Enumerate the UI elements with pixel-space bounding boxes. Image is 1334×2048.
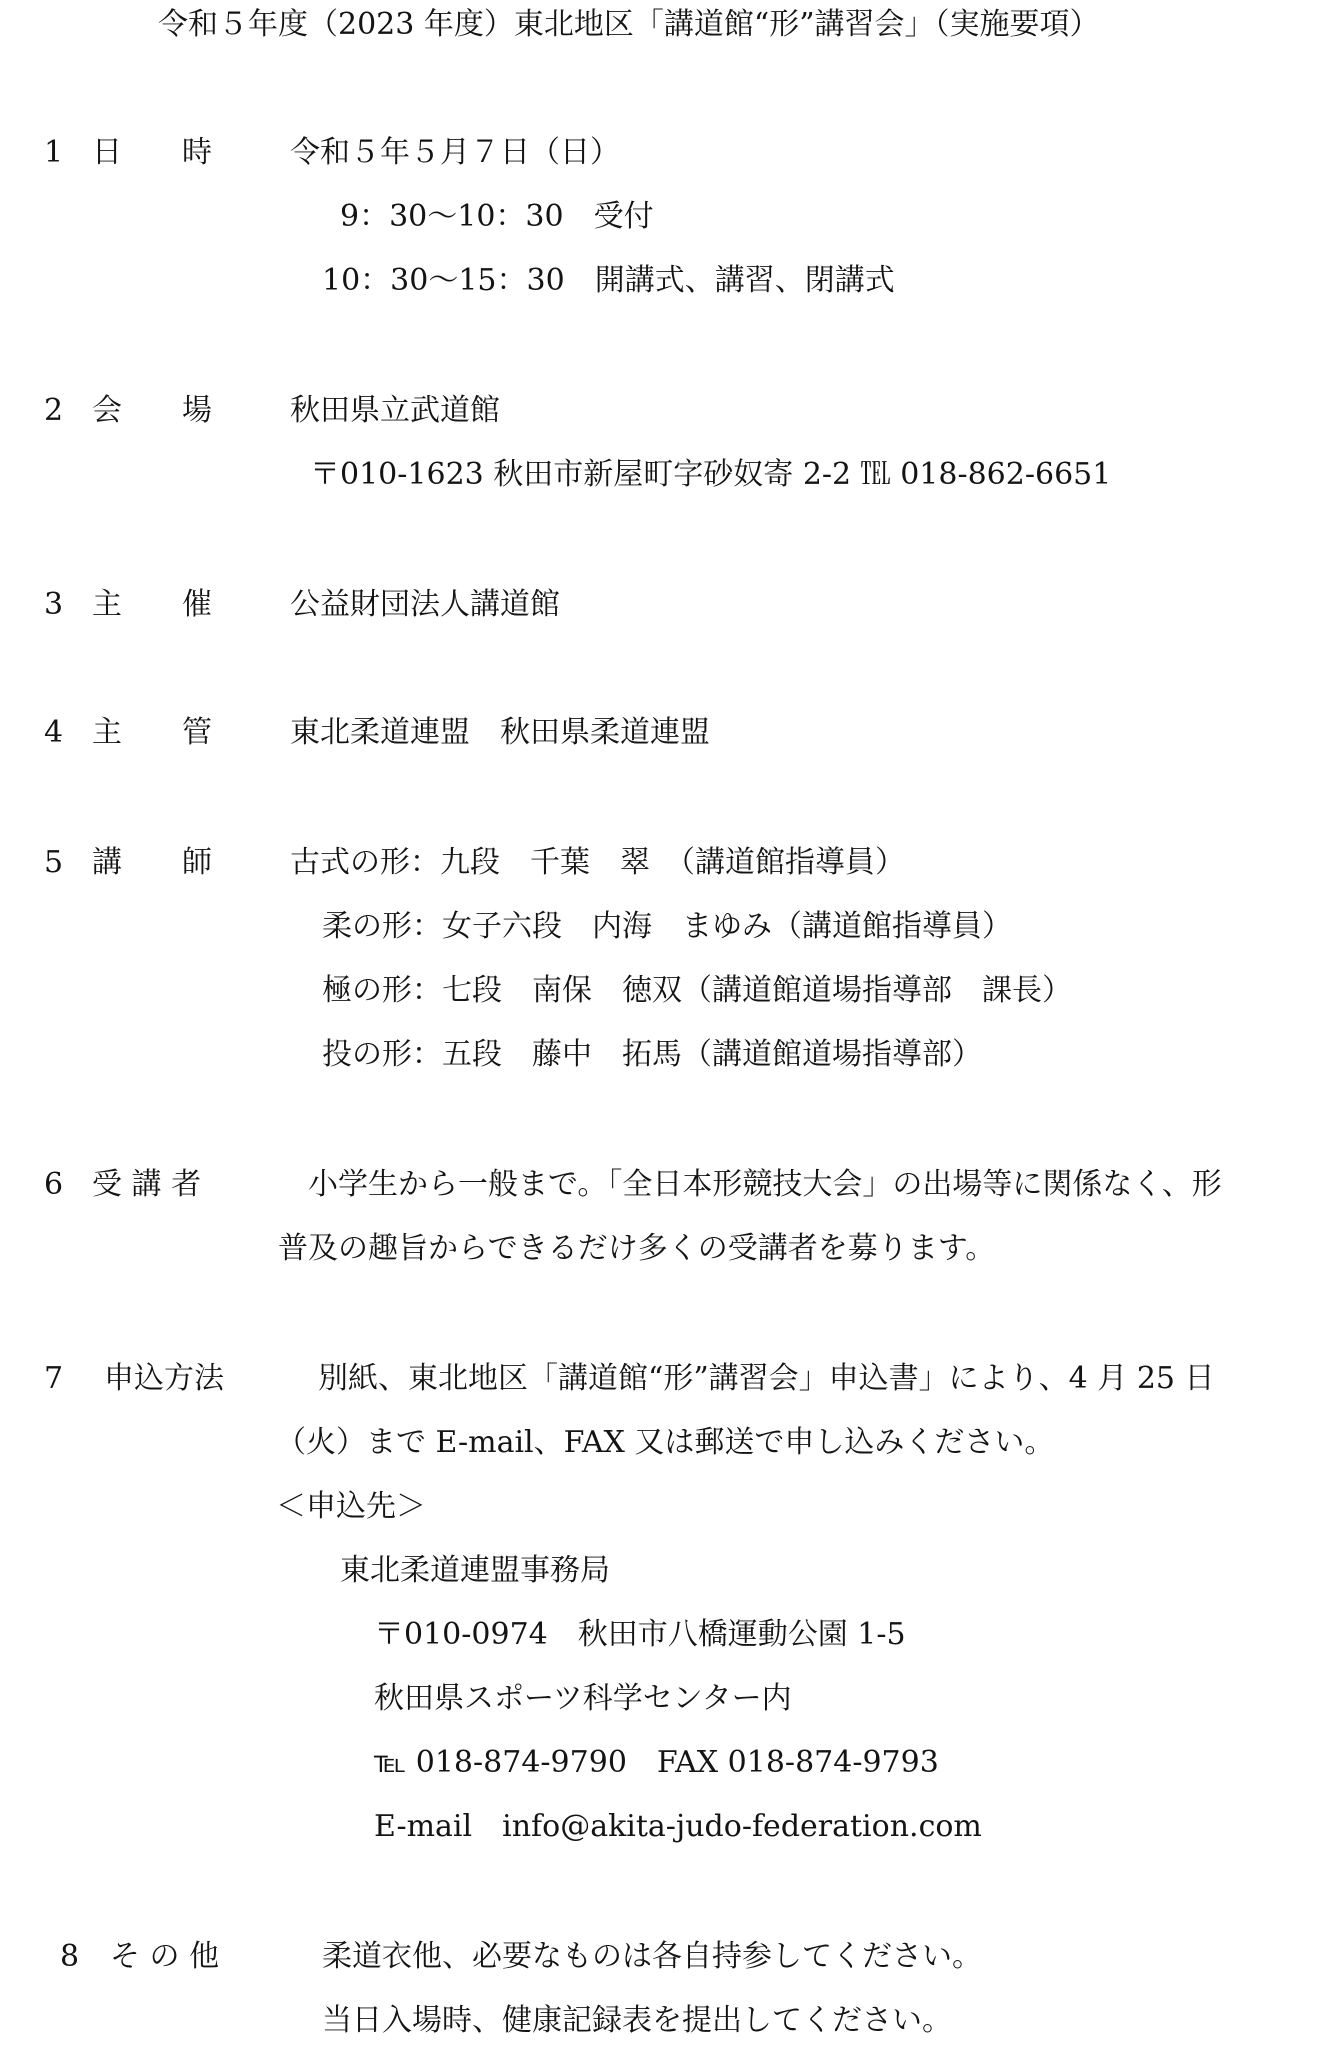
section-3-line-1: 公益財団法人講道館 bbox=[290, 587, 560, 622]
section-3-label: 主 催 bbox=[92, 587, 212, 622]
section-1-line-3: 10：30〜15：30 開講式、講習、閉講式 bbox=[322, 263, 895, 298]
section-7-line-1: 別紙、東北地区「講道館“形”講習会」申込書」により、4 月 25 日 bbox=[318, 1361, 1215, 1396]
section-2-line-1: 秋田県立武道館 bbox=[290, 393, 500, 428]
section-7-line-7: ℡ 018-874-9790 FAX 018-874-9793 bbox=[374, 1745, 939, 1780]
document-title: 令和５年度（2023 年度）東北地区「講道館“形”講習会」（実施要項） bbox=[158, 7, 1100, 42]
section-8-label: そ の 他 bbox=[110, 1939, 220, 1974]
section-5-number: 5 bbox=[44, 845, 64, 880]
section-7-label: 申込方法 bbox=[104, 1361, 224, 1396]
section-5-line-3: 極の形：七段 南保 徳双（講道館道場指導部 課長） bbox=[322, 973, 1072, 1008]
section-7-line-6: 秋田県スポーツ科学センター内 bbox=[374, 1681, 792, 1716]
section-1-line-2: 9：30〜10：30 受付 bbox=[340, 199, 654, 234]
section-7-line-2: （火）まで E-mail、FAX 又は郵送で申し込みください。 bbox=[276, 1425, 1055, 1460]
section-7-line-8: E-mail info@akita-judo-federation.com bbox=[374, 1809, 982, 1844]
section-1-line-1: 令和５年５月７日（日） bbox=[290, 135, 620, 170]
section-4-number: 4 bbox=[44, 715, 64, 750]
section-8-number: 8 bbox=[60, 1939, 80, 1974]
section-6-line-1: 小学生から一般まで。「全日本形競技大会」の出場等に関係なく、形 bbox=[308, 1167, 1222, 1202]
section-8-line-2: 当日入場時、健康記録表を提出してください。 bbox=[322, 2003, 952, 2038]
section-2-label: 会 場 bbox=[92, 393, 212, 428]
section-5-line-1: 古式の形：九段 千葉 翠 （講道館指導員） bbox=[290, 845, 905, 880]
section-1-label: 日 時 bbox=[92, 135, 212, 170]
section-6-line-2: 普及の趣旨からできるだけ多くの受講者を募ります。 bbox=[278, 1231, 996, 1266]
section-2-line-2: 〒010-1623 秋田市新屋町字砂奴寄 2-2 ℡ 018-862-6651 bbox=[310, 457, 1112, 492]
section-7-line-3: ＜申込先＞ bbox=[276, 1489, 426, 1524]
section-7-number: 7 bbox=[44, 1361, 64, 1396]
section-6-number: 6 bbox=[44, 1167, 64, 1202]
section-4-label: 主 管 bbox=[92, 715, 212, 750]
section-7-line-5: 〒010-0974 秋田市八橋運動公園 1-5 bbox=[374, 1617, 906, 1652]
section-4-line-1: 東北柔道連盟 秋田県柔道連盟 bbox=[290, 715, 710, 750]
section-2-number: 2 bbox=[44, 393, 64, 428]
section-7-line-4: 東北柔道連盟事務局 bbox=[340, 1553, 610, 1588]
section-5-label: 講 師 bbox=[92, 845, 212, 880]
section-3-number: 3 bbox=[44, 587, 64, 622]
section-8-line-1: 柔道衣他、必要なものは各自持参してください。 bbox=[322, 1939, 982, 1974]
section-1-number: 1 bbox=[44, 135, 64, 170]
section-5-line-2: 柔の形：女子六段 内海 まゆみ（講道館指導員） bbox=[322, 909, 1012, 944]
section-5-line-4: 投の形：五段 藤中 拓馬（講道館道場指導部） bbox=[322, 1037, 982, 1072]
section-6-label: 受 講 者 bbox=[92, 1167, 202, 1202]
